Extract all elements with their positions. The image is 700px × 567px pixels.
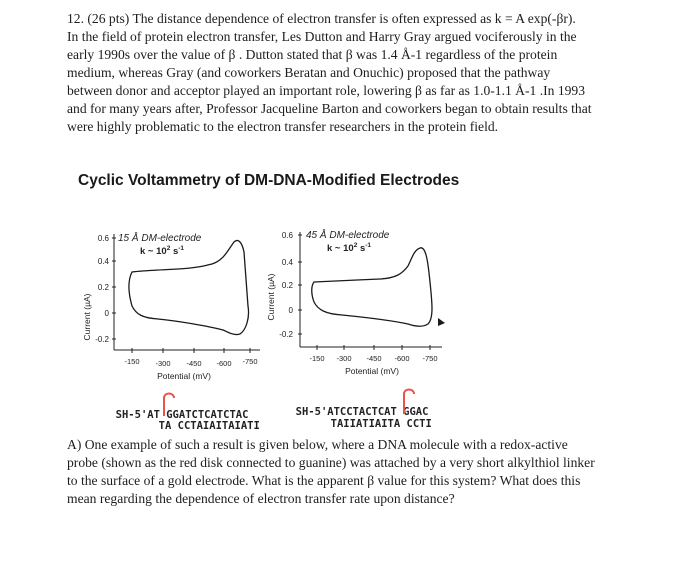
sequence-bottom-right: CCTI (406, 418, 432, 430)
y-tick-label: 0 (104, 309, 109, 318)
y-axis-label: Current (µA) (266, 273, 276, 321)
y-tick-label: 0.6 (97, 234, 109, 243)
problem-line: between donor and acceptor played an important role, lowering β as far as 1.0-1.1 Å-1 .In 1993 (67, 83, 586, 98)
question-line: to the surface of a gold electrode. What is the apparent β value for this system? What does this (67, 473, 581, 488)
y-tick-label: 0.2 (281, 281, 293, 290)
problem-line: early 1990s over the value of β . Dutton stated that β was 1.4 Å-1 regardless of the protein (67, 47, 558, 62)
x-tick-label: -300 (155, 359, 171, 368)
sequence-top-strand-probe-end: GGATCTCATCTAC (166, 409, 249, 421)
figure-title: Cyclic Voltammetry of DM-DNA-Modified Electrodes (78, 172, 460, 189)
x-tick-label: -750 (242, 357, 258, 366)
electrode-label: 45 Å DM-electrode (306, 230, 390, 241)
rate-label: k ~ $10^2$ $s^{-1}$ (327, 242, 372, 254)
x-tick-label: -150 (309, 354, 325, 363)
cv-curve (312, 248, 432, 326)
y-tick-label: 0.2 (97, 283, 109, 292)
question-line: probe (shown as the red disk connected to guanine) was attached by a very short alkylthiol linker (67, 455, 595, 470)
sequence-top-strand: SH-5'ATCCTACTCAT (295, 406, 397, 418)
problem-line: and for many years after, Professor Jacqueline Barton and coworkers began to obtain results that (67, 101, 592, 116)
x-axis-label: Potential (mV) (345, 366, 399, 376)
problem-line: medium, whereas Gray (and coworkers Beratan and Onuchic) proposed that the pathway (67, 65, 551, 80)
y-tick-label: -0.2 (279, 330, 293, 339)
x-tick-label: -750 (422, 354, 438, 363)
sequence-bottom-left: TAIIATIAITA (330, 418, 401, 430)
probe-marker-right (400, 386, 420, 418)
rate-label: k ~ $10^2$ $s^{-1}$ (140, 245, 185, 257)
redox-probe-icon (404, 390, 414, 415)
sequence-bottom-right: CCTAIAITAIATI (177, 420, 260, 432)
x-tick-label: -600 (394, 354, 410, 363)
y-tick-label: 0 (288, 306, 293, 315)
question-a (67, 436, 647, 508)
problem-line: were highly problematic to the electron transfer researchers in the protein field. (67, 119, 499, 134)
cv-plot-right-svg (262, 222, 462, 392)
y-tick-label: 0.4 (97, 257, 109, 266)
question-line: mean regarding the dependence of electron transfer rate upon distance? (67, 491, 455, 506)
x-axis-label: Potential (mV) (157, 371, 211, 381)
y-axis-label: Current (µA) (82, 293, 92, 341)
redox-probe-icon (164, 394, 174, 417)
x-tick-label: -600 (216, 359, 232, 368)
y-tick-label: 0.4 (281, 258, 293, 267)
curve-arrow-icon (438, 318, 445, 326)
y-tick-label: -0.2 (95, 335, 109, 344)
cv-plot-left (78, 222, 278, 397)
x-tick-label: -300 (336, 354, 352, 363)
cv-plot-right (262, 222, 462, 397)
x-tick-label: -450 (366, 354, 382, 363)
x-tick-label: -450 (186, 359, 202, 368)
question-line: A) One example of such a result is given below, where a DNA molecule with a redox-active (67, 437, 568, 452)
probe-marker-left (160, 390, 180, 420)
y-tick-label: 0.6 (281, 231, 293, 240)
problem-line: In the field of protein electron transfer, Les Dutton and Harry Gray argued vociferously in the (67, 29, 577, 44)
sequence-bottom-left: TA (158, 420, 172, 432)
problem-line: 12. (26 pts) The distance dependence of electron transfer is often expressed as k = A exp(-βr). (67, 11, 576, 26)
sequence-top-strand: SH-5'AT (115, 409, 167, 421)
problem-text (67, 10, 637, 136)
sequence-top-strand-probe-end: GGAC (403, 406, 429, 418)
cv-plot-left-svg (78, 222, 278, 392)
x-tick-label: -150 (124, 357, 140, 366)
electrode-label: 15 Å DM-electrode (118, 233, 202, 244)
